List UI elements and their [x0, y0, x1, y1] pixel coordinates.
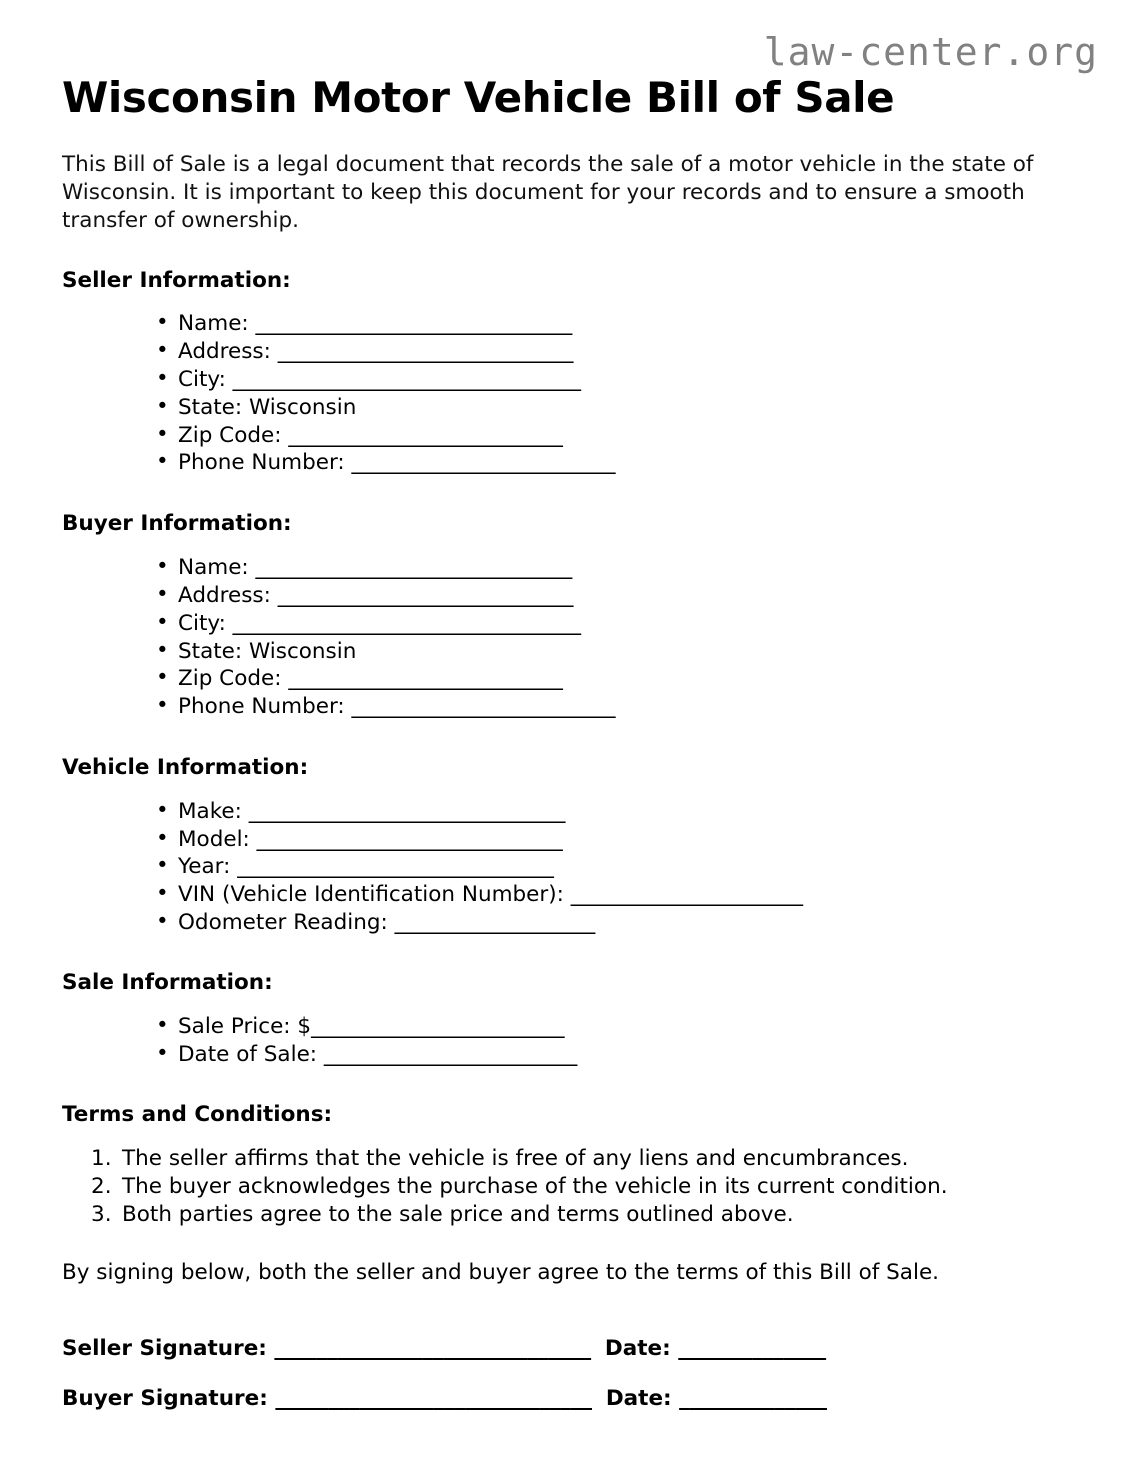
field-label: Make: — [178, 798, 242, 824]
list-item — [62, 693, 1071, 721]
vehicle-section-heading: Vehicle Information: — [62, 755, 309, 781]
field-label: Zip Code: — [178, 422, 282, 448]
vehicle-field-list — [62, 781, 1071, 937]
list-item — [62, 394, 1071, 422]
field-label: Address: — [178, 339, 271, 365]
seller-field-list — [62, 293, 1071, 477]
list-item — [62, 338, 1071, 366]
list-item — [62, 610, 1071, 638]
field-blank-line[interactable]: _________________________ — [351, 694, 616, 720]
field-blank-line[interactable]: ______________________ — [570, 882, 803, 908]
list-item — [62, 1041, 1071, 1069]
field-blank-line[interactable]: ____________________________ — [277, 339, 574, 365]
field-blank-line[interactable]: ______________________________ — [255, 555, 573, 581]
buyer-signature-row — [62, 1363, 1071, 1413]
page-title: Wisconsin Motor Vehicle Bill of Sale — [62, 73, 895, 122]
list-item — [62, 1013, 1071, 1041]
list-item — [62, 798, 1071, 826]
seller-section-heading: Seller Information: — [62, 267, 291, 293]
seller-signature-label: Seller Signature: — [62, 1335, 267, 1361]
terms-list — [62, 1128, 1071, 1228]
field-blank-line[interactable]: _________________________________ — [232, 366, 581, 392]
field-label: Date of Sale: — [178, 1041, 318, 1067]
list-item — [62, 310, 1071, 338]
buyer-section-heading: Buyer Information: — [62, 511, 292, 537]
field-label: Phone Number: — [178, 450, 345, 476]
field-blank-line[interactable]: ________________________ — [323, 1041, 578, 1067]
list-item: The seller affirms that the vehicle is free of any liens and encumbrances. — [122, 1146, 909, 1172]
list-item — [62, 638, 1071, 666]
field-label: Odometer Reading: — [178, 910, 388, 936]
field-blank-line[interactable]: ____________________________ — [277, 582, 574, 608]
field-value: Wisconsin — [249, 638, 357, 664]
field-label: City: — [178, 366, 226, 392]
list-item — [62, 826, 1071, 854]
list-item — [62, 853, 1071, 881]
field-blank-line[interactable]: _________________________________ — [232, 610, 581, 636]
field-label: Zip Code: — [178, 666, 282, 692]
site-watermark: law-center.org — [763, 30, 1098, 74]
sale-section-heading: Sale Information: — [62, 969, 273, 995]
list-item — [62, 582, 1071, 610]
field-blank-line[interactable]: _____________________________ — [256, 826, 563, 852]
seller-signature-row — [62, 1313, 1071, 1363]
buyer-signature-line[interactable]: ______________________________ — [275, 1385, 592, 1411]
list-item — [62, 881, 1071, 909]
list-item — [62, 366, 1071, 394]
field-label: State: — [178, 638, 243, 664]
buyer-date-label: Date: — [605, 1385, 672, 1411]
signature-block — [62, 1287, 1071, 1413]
list-item — [62, 554, 1071, 582]
field-label: Name: — [178, 555, 249, 581]
field-label: City: — [178, 610, 226, 636]
list-item — [62, 422, 1071, 450]
field-blank-line[interactable]: ________________________ — [311, 1013, 565, 1039]
field-label: Phone Number: — [178, 694, 345, 720]
buyer-date-line[interactable]: ______________ — [679, 1385, 827, 1411]
list-item — [62, 449, 1071, 477]
field-blank-line[interactable]: ______________________________ — [237, 854, 554, 880]
field-label: Name: — [178, 311, 249, 337]
intro-paragraph: This Bill of Sale is a legal document that records the sale of a motor vehicle in the state of Wisconsin. It is important to keep this document for your records and to ensure a smooth transfer of ownership. — [62, 152, 1034, 234]
field-value: Wisconsin — [249, 394, 357, 420]
field-label: Address: — [178, 582, 271, 608]
list-item: Both parties agree to the sale price and terms outlined above. — [122, 1201, 794, 1227]
field-blank-line[interactable]: _________________________ — [351, 450, 616, 476]
field-blank-line[interactable]: __________________________ — [288, 422, 563, 448]
field-blank-line[interactable]: ______________________________ — [255, 311, 573, 337]
list-item — [62, 909, 1071, 937]
field-blank-line[interactable]: ______________________________ — [248, 798, 566, 824]
buyer-signature-label: Buyer Signature: — [62, 1385, 268, 1411]
sale-field-list — [62, 996, 1071, 1069]
list-item: The buyer acknowledges the purchase of the vehicle in its current condition. — [122, 1174, 948, 1200]
seller-date-line[interactable]: ______________ — [678, 1335, 826, 1361]
field-label: Sale Price: $ — [178, 1013, 312, 1039]
field-label: Year: — [178, 854, 231, 880]
seller-signature-line[interactable]: ______________________________ — [274, 1335, 591, 1361]
field-blank-line[interactable]: __________________________ — [288, 666, 563, 692]
closing-paragraph: By signing below, both the seller and buyer agree to the terms of this Bill of Sale. — [62, 1259, 940, 1285]
field-blank-line[interactable]: ___________________ — [394, 910, 596, 936]
field-label: VIN (Vehicle Identification Number): — [178, 882, 564, 908]
seller-date-label: Date: — [604, 1335, 671, 1361]
field-label: Model: — [178, 826, 250, 852]
buyer-field-list — [62, 537, 1071, 721]
field-label: State: — [178, 394, 243, 420]
list-item — [62, 665, 1071, 693]
terms-section-heading: Terms and Conditions: — [62, 1102, 333, 1128]
